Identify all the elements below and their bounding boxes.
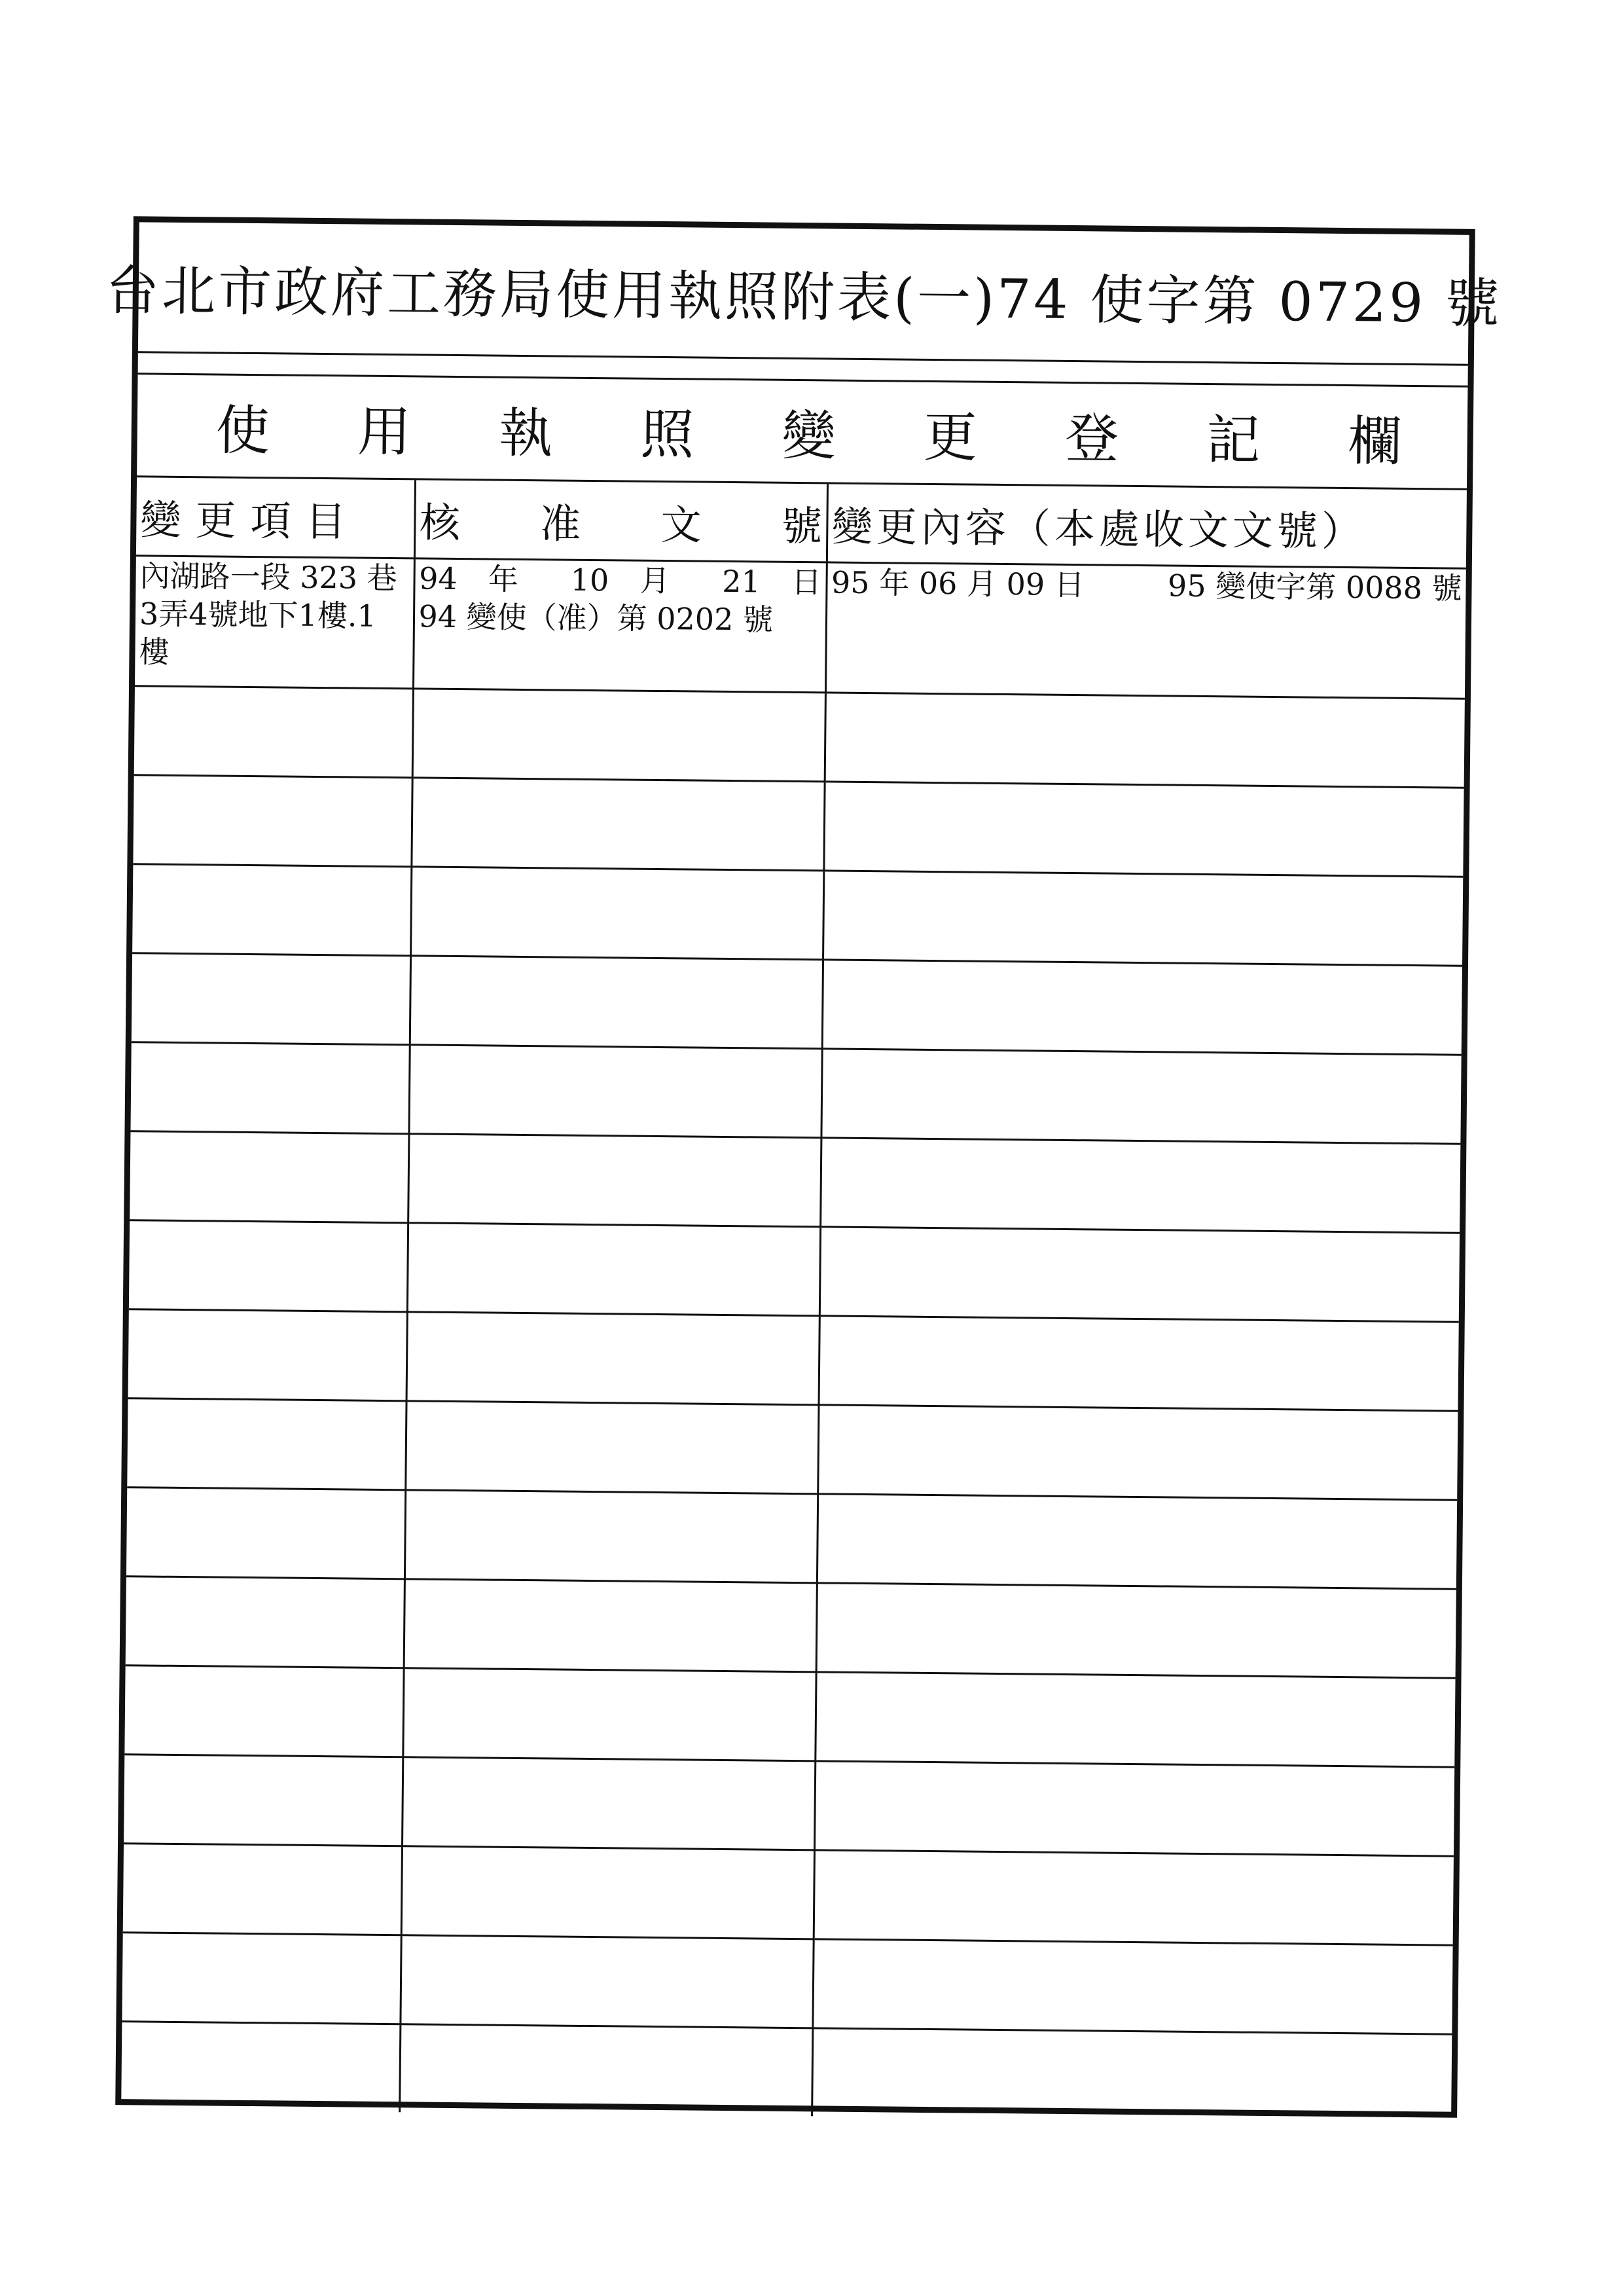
empty-cell [128, 1309, 407, 1401]
heading-char: 更 [923, 406, 978, 469]
content-line [831, 563, 1462, 607]
empty-cell [132, 953, 410, 1045]
empty-cell [823, 871, 1463, 966]
empty-cell [404, 1490, 818, 1583]
heading-char: 用 [357, 401, 412, 464]
empty-cell [127, 1398, 406, 1490]
cell-content [825, 562, 1466, 699]
empty-cell [124, 1755, 403, 1846]
table-row [124, 1755, 1454, 1856]
empty-cell [407, 1223, 820, 1316]
heading-char: 變 [782, 405, 836, 468]
table-row [134, 686, 1465, 788]
table-row [124, 1666, 1455, 1767]
empty-cell [410, 956, 823, 1049]
empty-cell [126, 1576, 404, 1668]
heading-char: 照 [639, 403, 694, 466]
cell-item [135, 556, 414, 689]
column-header-content: 變更內容（本處收文文號） [827, 484, 1467, 568]
column-header-row [136, 477, 1467, 568]
empty-cell [818, 1405, 1458, 1500]
empty-cell [814, 1850, 1454, 1945]
empty-cell [819, 1227, 1460, 1322]
empty-cell [400, 1935, 813, 2028]
content-number: 95 變使字第 0088 號 [1167, 568, 1462, 606]
empty-cell [130, 1042, 409, 1134]
heading-char: 記 [1206, 409, 1261, 472]
content-date: 95 年 06 月 09 日 [831, 564, 1085, 603]
empty-cell [408, 1134, 821, 1227]
heading-char: 執 [498, 402, 553, 465]
empty-cell [134, 686, 413, 778]
table-row [129, 1220, 1460, 1322]
change-register-grid [121, 477, 1467, 2111]
table-row [135, 556, 1466, 699]
heading-char: 使 [215, 399, 270, 462]
empty-cell [132, 864, 411, 956]
empty-cell [816, 1583, 1456, 1678]
empty-cell [126, 1487, 405, 1579]
empty-cell [130, 1131, 408, 1223]
table-row [132, 864, 1463, 966]
empty-cell [404, 1579, 817, 1672]
empty-cell [823, 782, 1464, 877]
column-header-item: 變更項目 [136, 477, 415, 558]
empty-cell [406, 1312, 819, 1405]
empty-cell [403, 1668, 816, 1761]
empty-cell [124, 1666, 403, 1757]
heading-char: 登 [1064, 407, 1119, 471]
section-heading [137, 373, 1467, 490]
column-header-approval-no: 核 准 文 號 [414, 480, 827, 562]
empty-cell [405, 1401, 818, 1494]
empty-cell [812, 1939, 1452, 2034]
table-row [123, 1844, 1454, 1945]
approval-date: 94 年 10 月 21 日 [418, 560, 822, 600]
table-row [126, 1487, 1457, 1589]
empty-cell [820, 1138, 1460, 1233]
empty-cell [133, 775, 412, 867]
table-row [122, 1933, 1452, 2034]
table-row [130, 1131, 1460, 1233]
change-register-table [121, 477, 1467, 2122]
usage-license-form [105, 216, 1502, 2118]
table-row [128, 1309, 1459, 1411]
empty-cell [399, 2024, 812, 2117]
empty-cell [817, 1494, 1457, 1589]
empty-cell [123, 1844, 402, 1935]
empty-cell [401, 1846, 814, 1939]
item-text: 內湖路一段 323 巷3弄4號地下1樓.1 樓 [139, 558, 397, 670]
heading-char: 欄 [1348, 410, 1403, 473]
empty-cell [822, 960, 1462, 1055]
table-row [132, 953, 1462, 1055]
empty-cell [825, 693, 1465, 788]
empty-cell [815, 1672, 1455, 1767]
approval-number: 94 變使（准）第 0202 號 [418, 598, 774, 638]
empty-cell [814, 1761, 1454, 1856]
empty-cell [821, 1049, 1461, 1144]
empty-cell [819, 1316, 1459, 1411]
empty-cell [412, 689, 825, 782]
empty-cell [408, 1045, 821, 1138]
table-row [127, 1398, 1458, 1500]
empty-cell [402, 1757, 815, 1850]
table-row [121, 2022, 1452, 2123]
table-row [133, 775, 1464, 877]
empty-cell [121, 2022, 400, 2113]
cell-approval-no [413, 558, 827, 693]
form-title: 台北市政府工務局使用執照附表(一)74 使字第 0729 號 [105, 259, 1502, 336]
empty-cell [812, 2028, 1452, 2123]
table-row [130, 1042, 1461, 1144]
empty-cell [129, 1220, 408, 1312]
empty-cell [122, 1933, 401, 2024]
empty-cell [411, 778, 824, 871]
table-row [126, 1576, 1456, 1678]
empty-cell [410, 867, 823, 960]
form-title-row [105, 222, 1502, 365]
